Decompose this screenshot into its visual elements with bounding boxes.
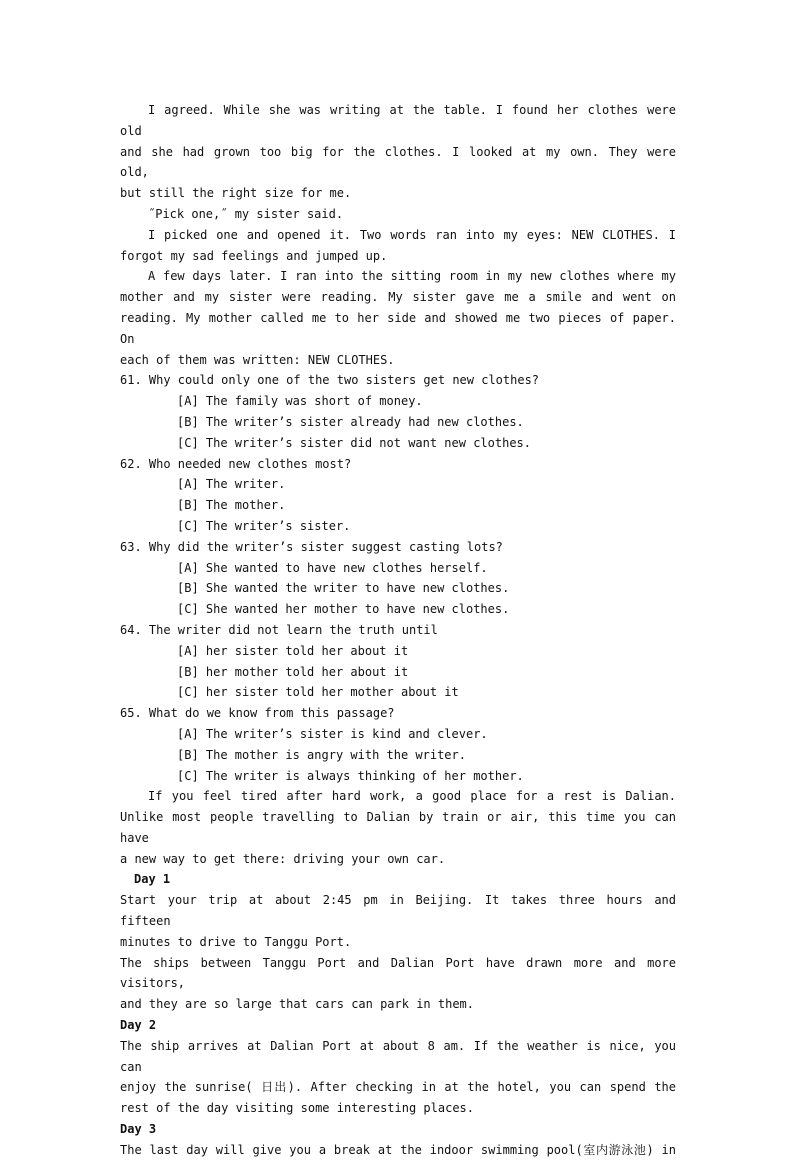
answer-option-b: [B] She wanted the writer to have new clothes.: [177, 581, 510, 596]
question-stem: 63. Why did the writer’s sister suggest casting lots?: [120, 539, 503, 554]
text-line: a new way to get there: driving your own car.: [120, 851, 446, 866]
answer-option-c: [C] The writer is always thinking of her mother.: [177, 768, 524, 783]
text-line: A few days later. I ran into the sitting room in my new clothes where my: [148, 269, 676, 284]
text-line: reading. My mother called me to her side and showed me two pieces of paper. On: [120, 310, 676, 346]
text-line: I picked one and opened it. Two words ran into my eyes: NEW CLOTHES. I: [148, 227, 676, 242]
day-3-text: [120, 1140, 676, 1161]
day-2-heading: Day 2: [120, 1018, 157, 1033]
text-line: each of them was written: NEW CLOTHES.: [120, 352, 395, 367]
text-line: The last day will give you a break at the indoor swimming pool(室内游泳池) in: [120, 1142, 676, 1157]
day-2-text: [120, 1036, 676, 1119]
day-1-text-a: [120, 890, 676, 952]
answer-option-b: [B] The writer’s sister already had new clothes.: [177, 414, 524, 429]
question-62: [120, 454, 676, 537]
story-paragraph-1: [120, 100, 676, 204]
answer-option-a: [A] her sister told her about it: [177, 643, 409, 658]
text-line: forgot my sad feelings and jumped up.: [120, 248, 388, 263]
day-1-text-b: [120, 953, 676, 1015]
answer-option-a: [A] The writer’s sister is kind and clever.: [177, 726, 488, 741]
question-stem: 64. The writer did not learn the truth until: [120, 622, 438, 637]
answer-option-b: [B] The mother is angry with the writer.: [177, 747, 466, 762]
day-3-heading: Day 3: [120, 1122, 157, 1137]
answer-option-c: [C] She wanted her mother to have new clothes.: [177, 602, 510, 617]
answer-option-a: [A] The family was short of money.: [177, 394, 423, 409]
text-line: I agreed. While she was writing at the table. I found her clothes were old: [120, 103, 676, 138]
answer-option-a: [A] The writer.: [177, 477, 286, 492]
answer-option-c: [C] The writer’s sister did not want new clothes.: [177, 435, 532, 450]
text-line: and they are so large that cars can park in them.: [120, 997, 475, 1012]
text-line: but still the right size for me.: [120, 186, 352, 201]
text-line: The ships between Tanggu Port and Dalian Port have drawn more and more visitors,: [120, 955, 676, 991]
text-line: Start your trip at about 2:45 pm in Beijing. It takes three hours and fifteen: [120, 893, 676, 929]
question-65: [120, 703, 676, 786]
text-line: If you feel tired after hard work, a good place for a rest is Dalian.: [148, 789, 676, 804]
text-line: minutes to drive to Tanggu Port.: [120, 934, 352, 949]
answer-option-a: [A] She wanted to have new clothes herself.: [177, 560, 488, 575]
question-stem: 65. What do we know from this passage?: [120, 706, 395, 721]
story-paragraph-3: [120, 225, 676, 267]
question-63: [120, 537, 676, 620]
text-line: and she had grown too big for the clothes. I looked at my own. They were old,: [120, 144, 676, 180]
travel-intro: [120, 786, 676, 869]
question-stem: 62. Who needed new clothes most?: [120, 456, 352, 471]
text-line: Unlike most people travelling to Dalian by train or air, this time you can have: [120, 810, 676, 845]
page-content: [120, 100, 676, 1161]
answer-option-b: [B] The mother.: [177, 498, 286, 513]
story-paragraph-2: ˝Pick one,˝ my sister said.: [148, 206, 344, 221]
text-line: rest of the day visiting some interesting places.: [120, 1101, 475, 1116]
text-line: enjoy the sunrise( 日出). After checking in at the hotel, you can spend the: [120, 1080, 676, 1095]
text-line: The ship arrives at Dalian Port at about 8 am. If the weather is nice, you can: [120, 1038, 676, 1074]
answer-option-b: [B] her mother told her about it: [177, 664, 409, 679]
question-61: [120, 370, 676, 453]
text-line: mother and my sister were reading. My sister gave me a smile and went on: [120, 290, 676, 305]
answer-option-c: [C] her sister told her mother about it: [177, 685, 459, 700]
answer-option-c: [C] The writer’s sister.: [177, 518, 351, 533]
question-64: [120, 620, 676, 703]
question-stem: 61. Why could only one of the two sisters get new clothes?: [120, 373, 540, 388]
story-paragraph-4: [120, 266, 676, 370]
day-1-heading: Day 1: [134, 872, 171, 887]
